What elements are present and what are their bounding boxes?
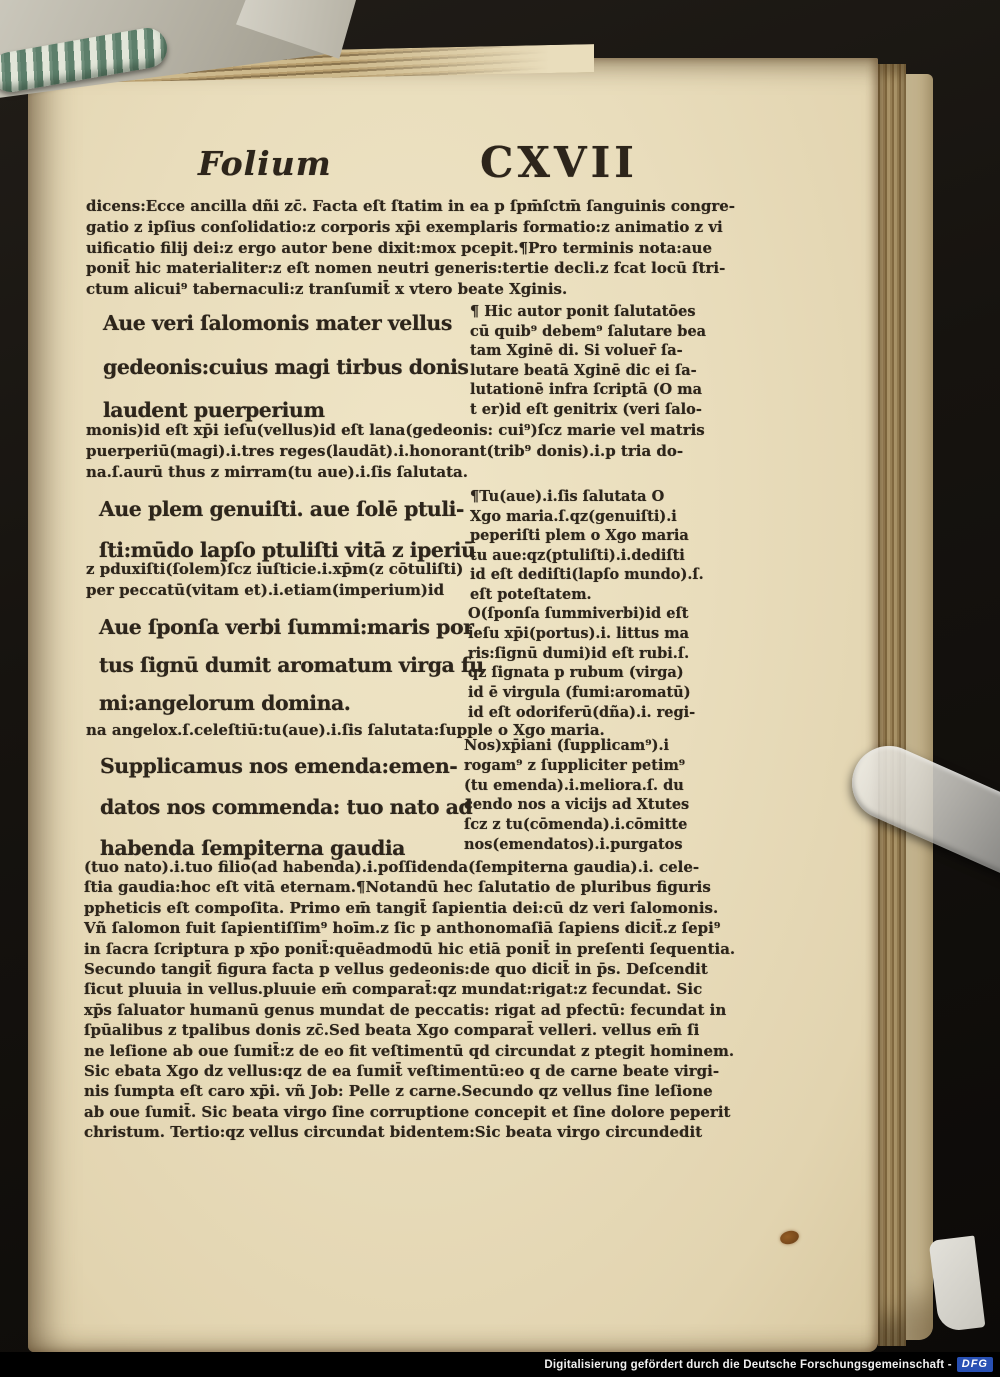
text-line: Vñ ſalomon fuit ſapientiſſim⁹ hoīm.z ſic p anthonomaſiā ſapiens dicit̄.z ſepi⁹ <box>84 919 721 938</box>
gloss-line: Xgo maria.ſ.qz(genuiſti).i <box>470 507 677 525</box>
text-line: per peccatū(vitam et).i.etiam(imperium)id <box>86 581 445 599</box>
verse-line: laudent puerperium <box>103 398 325 422</box>
bottom-paragraph <box>84 857 735 1143</box>
gloss-line: (tu emenda).i.meliora.ſ. du <box>464 776 684 794</box>
text-line: z pduxiſti(ſolem)ſcz iuſticie.i.xp̄m(z cōtuliſti) <box>86 560 464 578</box>
page-stack-outer-leaf <box>906 74 933 1340</box>
gloss-line: rogam⁹ z ſuppliciter petim⁹ <box>464 756 686 774</box>
verse-line: Aue veri ſalomonis mater vellus <box>103 311 452 335</box>
mid-paragraph <box>86 420 705 483</box>
text-line: christum. Tertio:qz vellus circundat bidentem:Sic beata virgo circundedit <box>84 1123 703 1142</box>
text-line: in ſacra ſcriptura p xp̄o ponit̄:quēadmodū hic etiā ponit̄ in preſenti ſequentia. <box>84 939 736 958</box>
text-line: Secundo tangit̄ figura facta p vellus gedeonis:de quo dicit̄ in p̄s. Deſcendit <box>84 960 708 979</box>
text-line: ponit̄ hic materialiter:z eſt nomen neutri generis:tertie decli.z fcat locū ſtri- <box>86 259 726 278</box>
page-stack-fore-edge <box>878 64 906 1346</box>
digitization-credit-bar <box>0 1352 1000 1377</box>
gloss-line: id eſt odoriferū(dña).i. regi- <box>468 703 696 721</box>
text-line: xp̄s ſaluator humanū genus mundat de peccatis: rigat ad pfectū: fecundat in <box>84 1000 727 1019</box>
gloss-b <box>470 487 704 605</box>
verse-line: habenda ſempiterna gaudia <box>100 836 405 860</box>
gloss-c <box>468 604 695 723</box>
text-line: ſpūalibus z tpalibus donis zc̄.Sed beata Xgo comparat̄ velleri. vellus em̄ ſi <box>84 1021 700 1040</box>
gloss-line: t er)id eſt genitrix (veri ſalo- <box>470 400 702 418</box>
loose-paper-corner <box>929 1236 986 1333</box>
dfg-logo: DFG <box>957 1357 993 1372</box>
text-line: ne leſione ab oue ſumit̄:z de eo fit veſtimentū qd circundat z ptegit hominem. <box>84 1041 735 1060</box>
text-line: ſtia gaudia:hoc eſt vitā eternam.¶Notandū hec ſalutatio de pluribus figuris <box>84 878 711 897</box>
verse-c <box>99 608 484 722</box>
text-line: gatio z ipſius conſolidatio:z corporis xp̄i exemplaris formatio:z animatio z vi <box>86 217 723 236</box>
gloss-d <box>464 736 689 855</box>
folium-label: Folium <box>198 144 332 183</box>
verse-line: tus ſignū dumit aromatum virga fu <box>99 653 484 677</box>
text-line: puerperiū(magi).i.tres reges(laudāt).i.honorant(trib⁹ donis).i.p tria do- <box>86 442 684 460</box>
gloss-line: ſcz z tu(cōmenda).i.cōmitte <box>464 816 688 834</box>
verse-line: gedeonis:cuius magi tirbus donis <box>103 354 469 379</box>
gloss-a <box>470 302 706 420</box>
gloss-line: ris:ſignū dumi)id eſt rubi.ſ. <box>468 644 690 662</box>
verse-line: Supplicamus nos emenda:emen- <box>100 754 458 778</box>
text-line: nis ſumpta eſt caro xp̄i. vñ Job: Pelle z carne.Secundo qz vellus ſine leſione <box>84 1082 713 1101</box>
gloss-line: eſt poteſtatem. <box>470 585 592 603</box>
gloss-line: tam Xginē di. Si voluer̄ ſa- <box>470 342 683 360</box>
folio-number: CXVII <box>480 138 638 187</box>
text-line: ſicut pluuia in vellus.pluuie em̄ comparat̄:qz mundat:rigat:z fecundat. Sic <box>84 980 703 999</box>
gloss-line: id ē virgula (fumi:aromatū) <box>468 684 691 702</box>
verse-line: mi:angelorum domina. <box>99 691 351 715</box>
text-line: dicens:Ecce ancilla dñi zc̄. Facta eſt ſtatim in ea p ſpm̄ſctm̄ ſanguinis congre- <box>86 197 736 215</box>
gloss-line: lutare beatā Xginē dic ei ſa- <box>470 361 697 379</box>
verse-line: Aue ſponſa verbi ſummi:maris por <box>99 615 474 639</box>
gloss-line: lutationē infra ſcriptā (O ma <box>470 381 702 399</box>
gloss-line: qz ſignata p rubum (virga) <box>468 664 684 682</box>
gloss-line: ieſu xp̄i(portus).i. littus ma <box>468 624 689 642</box>
gloss-line: O(ſponſa ſummiverbi)id eſt <box>468 605 689 622</box>
text-line: ctum alicui⁹ tabernaculi:z tranſumit̄ x vtero beate Xginis. <box>86 280 568 299</box>
text-line: Sic ebata Xgo dz vellus:qz de ea ſumit̄ veſtimentū:eo q de carne beate virgi- <box>84 1062 720 1081</box>
verse-d <box>100 746 472 869</box>
text-line: uificatio filij dei:z ergo autor bene dixit:mox pcepit.¶Pro terminis nota:aue <box>86 238 712 257</box>
text-line: na.ſ.aurū thus z mirram(tu aue).i.ſis ſalutata. <box>86 463 468 481</box>
gloss-line: id eſt dediſti(lapſo mundo).ſ. <box>470 566 704 584</box>
commentary-b <box>86 559 463 601</box>
text-line: ppheticis eſt compoſita. Primo em̄ tangit̄ ſapientia dei:cū dz veri ſalomonis. <box>84 898 719 917</box>
gloss-line: Nos)xp̄iani (ſupplicam⁹).i <box>464 737 670 754</box>
top-paragraph <box>86 196 735 300</box>
text-line: (tuo nato).i.tuo filio(ad habenda).i.poſſidenda(ſempiterna gaudia).i. cele- <box>84 858 700 876</box>
gloss-line: cū quib⁹ debem⁹ ſalutare bea <box>470 322 707 340</box>
verse-line: datos nos commenda: tuo nato ad <box>100 795 473 819</box>
gloss-line: peperiſti plem o Xgo maria <box>470 527 689 545</box>
gloss-line: ¶Tu(aue).i.ſis ſalutata O <box>470 488 665 505</box>
gloss-line: tu aue:qz(ptuliſti).i.dediſti <box>470 546 685 564</box>
verse-line: Aue plem genuiſti. aue ſolē ptuli- <box>99 497 464 521</box>
bridge-line: na angelox.ſ.celeſtiū:tu(aue).i.ſis ſalutata:ſupple o Xgo maria. <box>86 721 605 739</box>
verse-a <box>103 302 468 433</box>
gloss-line: cendo nos a vicijs ad Xtutes <box>464 796 690 814</box>
credit-text: Digitalisierung gefördert durch die Deutsche Forschungsgemeinschaft - <box>544 1358 952 1371</box>
verse-line: ſti:mūdo lapſo ptuliſti vitā z iperiū <box>99 538 476 562</box>
text-line: monis)id eſt xp̄i ieſu(vellus)id eſt lana(gedeonis: cui⁹)ſcz marie vel matris <box>86 421 705 439</box>
gloss-line: ¶ Hic autor ponit ſalutatōes <box>470 303 696 320</box>
gloss-line: nos(emendatos).i.purgatos <box>464 835 683 853</box>
text-line: ab oue ſumit̄. Sic beata virgo ſine corruptione concepit et ſine dolore peperit <box>84 1102 731 1121</box>
